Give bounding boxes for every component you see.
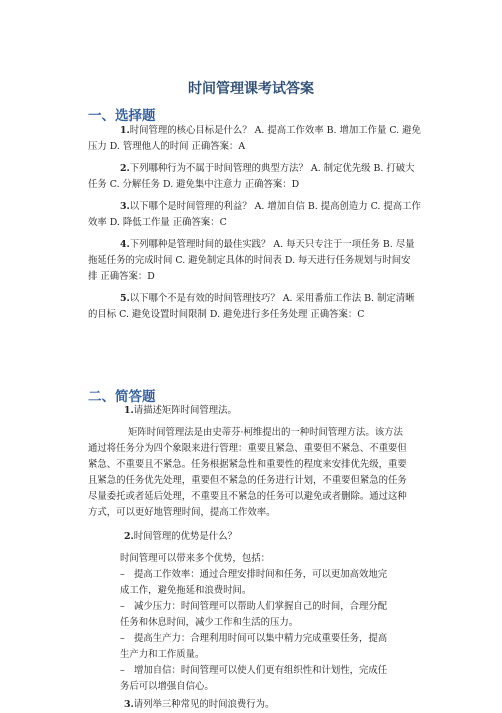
- answer-line: 通过将任务分为四个象限来进行管理：重要且紧急、重要但不紧急、不重要但: [88, 443, 407, 454]
- bullet-text: 提高工作效率：通过合理安排时间和任务，可以更加高效地完: [134, 569, 388, 580]
- question-text: 的目标 C. 避免设置时间限制 D. 避免进行多任务处理 正确答案：C: [88, 309, 365, 320]
- question-number: 1.: [124, 405, 134, 416]
- answer-line: 矩阵时间管理法是由史蒂芬·柯维提出的一种时间管理方法。该方法: [128, 427, 403, 438]
- question-text: 时间管理的核心目标是什么？ A. 提高工作效率 B. 增加工作量 C. 避免: [129, 125, 421, 136]
- question-number: 1.: [120, 125, 130, 136]
- question-5: [88, 291, 428, 323]
- dash-bullet: –: [120, 633, 125, 644]
- bullet-text: 提高生产力：合理利用时间可以集中精力完成重要任务，提高: [134, 633, 388, 644]
- answer-1: [88, 425, 428, 521]
- dash-bullet: –: [120, 569, 125, 580]
- question-text: 任务 C. 分解任务 D. 避免集中注意力 正确答案：D: [88, 179, 300, 190]
- list-item: [88, 631, 428, 663]
- question-3: [88, 199, 428, 231]
- question-number: 4.: [120, 239, 130, 250]
- bullet-text: 减少压力：时间管理可以帮助人们掌握自己的时间，合理分配: [134, 601, 388, 612]
- section-heading-choice: 一、选择题: [88, 108, 156, 124]
- question-number: 3.: [120, 201, 130, 212]
- bullet-text: 务后可以增强自信心。: [120, 681, 214, 692]
- list-item: [88, 599, 428, 631]
- list-item: [88, 663, 428, 695]
- bullet-text: 任务和休息时间，减少工作和生活的压力。: [120, 617, 299, 628]
- benefit-list: [88, 567, 428, 695]
- question-text: 排 正确答案：D: [88, 271, 155, 282]
- bullet-text: 增加自信：时间管理可以使人们更有组织性和计划性，完成任: [134, 665, 388, 676]
- section-heading-short: 二、简答题: [88, 389, 156, 405]
- answer-2-intro: 时间管理可以带来多个优势，包括：: [120, 553, 271, 564]
- choice-questions: [88, 123, 428, 323]
- question-text: 请描述矩阵时间管理法。: [133, 405, 237, 416]
- question-text: 请列举三种常见的时间浪费行为。: [133, 699, 275, 710]
- question-2: [88, 161, 428, 193]
- question-1: [88, 123, 428, 155]
- answer-line: 方式，可以更好地管理时间，提高工作效率。: [88, 507, 276, 518]
- question-number: 2.: [124, 531, 134, 542]
- question-number: 2.: [120, 163, 130, 174]
- question-text: 以下哪个不是有效的时间管理技巧？ A. 采用番茄工作法 B. 制定清晰: [129, 293, 415, 304]
- question-text: 压力 D. 管理他人的时间 正确答案：A: [88, 141, 246, 152]
- answer-line: 且紧急的任务优先处理，重要但不紧急的任务进行计划，不重要但紧急的任务: [88, 475, 407, 486]
- question-text: 拖延任务的完成时间 C. 避免制定具体的时间表 D. 每天进行任务规划与时间安: [88, 255, 411, 266]
- question-text: 以下哪个是时间管理的利益？ A. 增加自信 B. 提高创造力 C. 提高工作: [129, 201, 421, 212]
- list-item: [88, 567, 428, 599]
- question-text: 下列哪种行为不属于时间管理的典型方法？ A. 制定优先级 B. 打破大: [129, 163, 415, 174]
- bullet-text: 成工作，避免拖延和浪费时间。: [120, 585, 252, 596]
- bullet-text: 生产力和工作质量。: [120, 649, 205, 660]
- question-text: 下列哪种是管理时间的最佳实践？ A. 每天只专注于一项任务 B. 尽量: [129, 239, 415, 250]
- question-text: 效率 D. 降低工作量 正确答案：C: [88, 217, 227, 228]
- dash-bullet: –: [120, 601, 125, 612]
- document-title: 时间管理课考试答案: [188, 81, 314, 97]
- question-number: 5.: [120, 293, 130, 304]
- short-question-2: [88, 529, 428, 545]
- answer-line: 紧急、不重要且不紧急。任务根据紧急性和重要性的程度来安排优先级，重要: [88, 459, 407, 470]
- dash-bullet: –: [120, 665, 125, 676]
- short-answers: [88, 403, 428, 713]
- question-4: [88, 237, 428, 285]
- question-text: 时间管理的优势是什么？: [133, 531, 237, 542]
- question-number: 3.: [124, 699, 134, 710]
- short-question-1: [88, 403, 428, 419]
- short-question-3: [88, 697, 428, 713]
- answer-line: 尽量委托或者延后处理，不重要且不紧急的任务可以避免或者删除。通过这种: [88, 491, 407, 502]
